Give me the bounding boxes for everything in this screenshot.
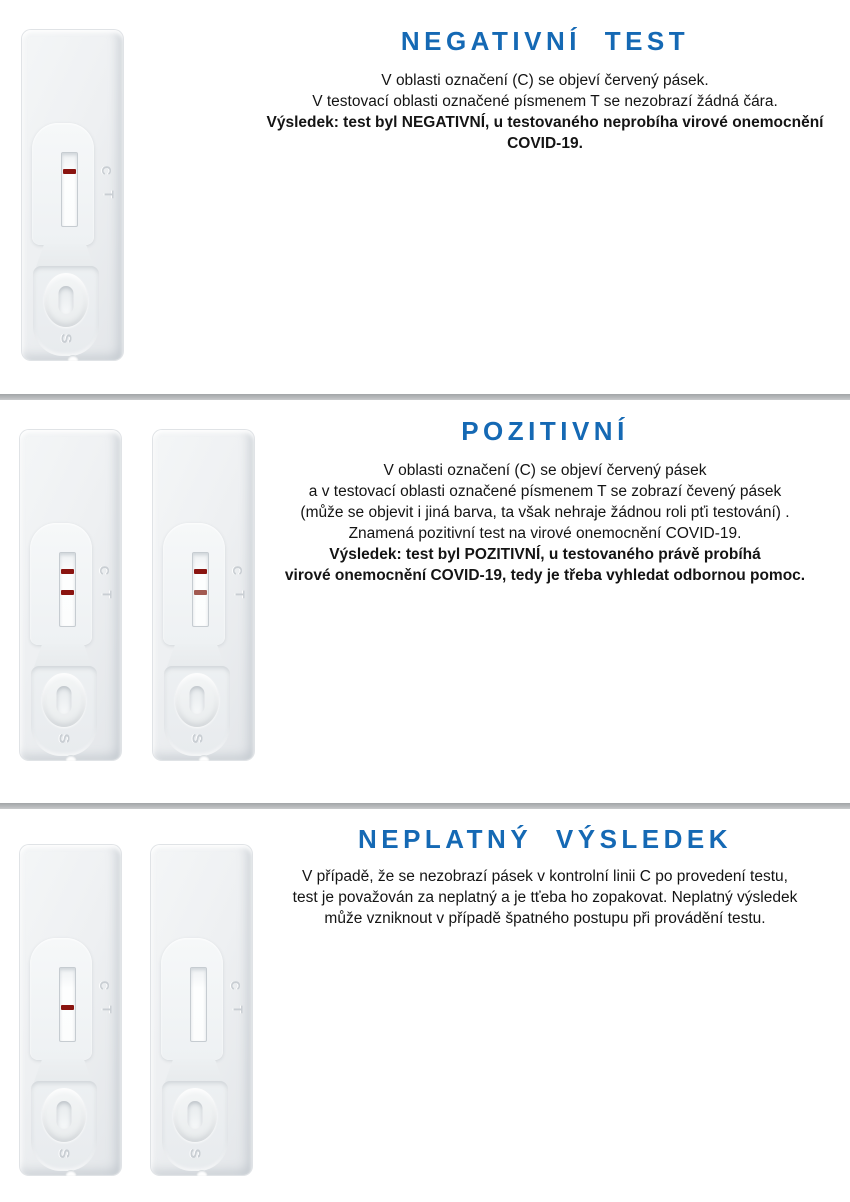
cassette-ridge bbox=[36, 244, 94, 267]
section-positive bbox=[0, 400, 850, 803]
section-title-invalid: NEPLATNÝ VÝSLEDEK bbox=[357, 824, 733, 854]
sample-well bbox=[57, 686, 72, 714]
instruction-line: test je považován za neplatný a je tťeba ho zopakovat. Neplatný výsledek bbox=[292, 889, 798, 906]
sample-label: S bbox=[57, 333, 75, 344]
control-label: C bbox=[97, 980, 113, 991]
result-window bbox=[192, 552, 209, 627]
sample-well bbox=[59, 286, 74, 314]
test-line bbox=[194, 590, 207, 595]
test-label: T bbox=[99, 1005, 115, 1014]
result-window bbox=[59, 967, 76, 1042]
cassette-ridge bbox=[167, 644, 225, 667]
test-line bbox=[61, 590, 74, 595]
sample-label: S bbox=[186, 1148, 204, 1159]
sample-well-rim bbox=[175, 673, 219, 727]
sample-area bbox=[162, 1081, 228, 1171]
result-window bbox=[59, 552, 76, 627]
instruction-line: může vzniknout v případě špatného postupu při provádění testu. bbox=[324, 910, 766, 927]
sample-label: S bbox=[55, 733, 73, 744]
section-text-positive bbox=[255, 460, 835, 586]
test-label: T bbox=[230, 1005, 246, 1014]
result-panel bbox=[30, 938, 92, 1060]
bottom-notch bbox=[67, 355, 78, 361]
sample-well bbox=[190, 686, 205, 714]
instruction-line: Znamená pozitivní test na virové onemocnění COVID-19. bbox=[348, 525, 742, 542]
instruction-line: Výsledek: test byl NEGATIVNÍ, u testovaného neprobíha virové onemocnění bbox=[266, 114, 824, 131]
cassette-row-invalid bbox=[20, 845, 252, 1175]
sample-label: S bbox=[188, 733, 206, 744]
bottom-notch bbox=[65, 755, 76, 761]
instruction-line: Výsledek: test byl POZITIVNÍ, u testovaného právě probíhá bbox=[329, 546, 761, 563]
instruction-line: COVID-19. bbox=[507, 135, 583, 152]
sample-well bbox=[57, 1101, 72, 1129]
result-panel bbox=[163, 523, 225, 645]
section-text-invalid bbox=[255, 866, 835, 929]
test-cassette bbox=[153, 430, 254, 760]
sample-well-rim bbox=[42, 673, 86, 727]
control-label: C bbox=[97, 565, 113, 576]
bottom-notch bbox=[198, 755, 209, 761]
sample-area bbox=[164, 666, 230, 756]
sample-area bbox=[31, 1081, 97, 1171]
control-line bbox=[194, 569, 207, 574]
test-cassette bbox=[22, 30, 123, 360]
result-window bbox=[61, 152, 78, 227]
control-label: C bbox=[230, 565, 246, 576]
sample-label: S bbox=[55, 1148, 73, 1159]
sample-well bbox=[188, 1101, 203, 1129]
sample-well-rim bbox=[42, 1088, 86, 1142]
result-panel bbox=[32, 123, 94, 245]
section-title-negative: NEGATIVNÍ TEST bbox=[400, 26, 690, 56]
instruction-line: a v testovací oblasti označené písmenem T se zobrazí čevený pásek bbox=[308, 483, 782, 500]
instruction-line: V případě, že se nezobrazí pásek v kontrolní linii C po provedení testu, bbox=[302, 868, 788, 885]
control-label: C bbox=[228, 980, 244, 991]
instruction-line: V oblasti označení (C) se objeví červený pásek bbox=[383, 462, 707, 479]
section-negative bbox=[0, 0, 850, 394]
sample-well-rim bbox=[173, 1088, 217, 1142]
section-invalid bbox=[0, 809, 850, 1202]
instruction-line: virové onemocnění COVID-19, tedy je třeba vyhledat odbornou pomoc. bbox=[284, 567, 806, 584]
sample-area bbox=[31, 666, 97, 756]
section-text-negative bbox=[255, 70, 835, 154]
test-cassette bbox=[20, 430, 121, 760]
test-line bbox=[61, 1005, 74, 1010]
test-cassette bbox=[20, 845, 121, 1175]
instruction-line: (může se objevit i jiná barva, ta však nehraje žádnou roli pťi testování) . bbox=[300, 504, 790, 521]
cassette-ridge bbox=[165, 1059, 223, 1082]
cassette-row-negative bbox=[22, 30, 123, 360]
sample-well-rim bbox=[44, 273, 88, 327]
test-cassette bbox=[151, 845, 252, 1175]
control-line bbox=[63, 169, 76, 174]
instruction-line: V oblasti označení (C) se objeví červený pásek. bbox=[381, 72, 709, 89]
test-label: T bbox=[101, 190, 117, 199]
result-panel bbox=[161, 938, 223, 1060]
control-label: C bbox=[99, 165, 115, 176]
cassette-ridge bbox=[34, 644, 92, 667]
section-title-positive: POZITIVNÍ bbox=[461, 416, 629, 446]
result-panel bbox=[30, 523, 92, 645]
instruction-line: V testovací oblasti označené písmenem T se nezobrazí žádná čára. bbox=[312, 93, 778, 110]
result-window bbox=[190, 967, 207, 1042]
cassette-row-positive bbox=[20, 430, 254, 760]
bottom-notch bbox=[196, 1170, 207, 1176]
bottom-notch bbox=[65, 1170, 76, 1176]
test-label: T bbox=[99, 590, 115, 599]
test-label: T bbox=[232, 590, 248, 599]
cassette-ridge bbox=[34, 1059, 92, 1082]
control-line bbox=[61, 569, 74, 574]
sample-area bbox=[33, 266, 99, 356]
